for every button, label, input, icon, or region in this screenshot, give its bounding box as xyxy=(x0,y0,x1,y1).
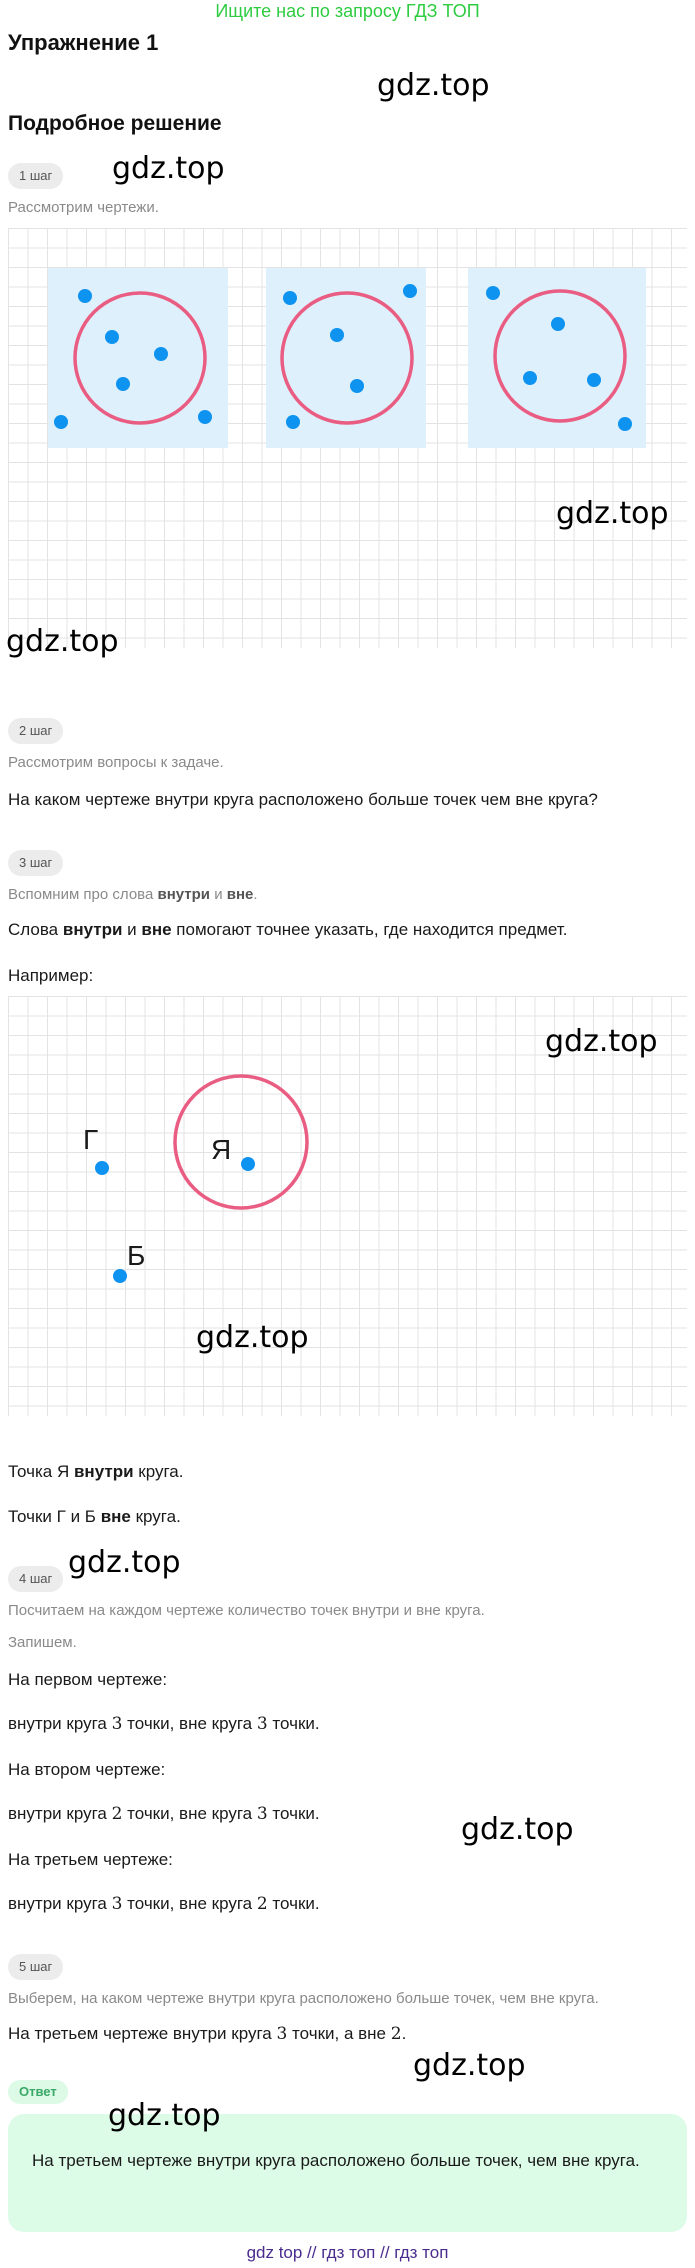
point-ya-text: Точка Я внутри круга. xyxy=(8,1462,184,1481)
drawing-2-count: внутри круга 2 точки, вне круга 3 точки. xyxy=(8,1804,320,1824)
dot-g xyxy=(95,1161,109,1175)
example-label: Например: xyxy=(8,966,94,985)
dot xyxy=(486,286,500,300)
step-badge-2: 2 шаг xyxy=(8,718,63,744)
drawing-2-label: На втором чертеже: xyxy=(8,1760,166,1779)
drawing-3-label: На третьем чертеже: xyxy=(8,1850,173,1869)
dot xyxy=(286,415,300,429)
dot xyxy=(283,291,297,305)
dot xyxy=(54,415,68,429)
page-title: Упражнение 1 xyxy=(8,30,159,55)
dot xyxy=(154,347,168,361)
search-hint-link[interactable]: Ищите нас по запросу ГДЗ ТОП xyxy=(215,1,480,21)
drawings-grid xyxy=(8,228,687,648)
dot xyxy=(350,379,364,393)
step-hint-4: Посчитаем на каждом чертеже количество точек внутри и вне круга. xyxy=(8,1602,485,1619)
example-figure xyxy=(8,996,687,1416)
watermark: gdz.top xyxy=(461,1812,574,1847)
watermark: gdz.top xyxy=(196,1320,309,1355)
footer-link-gdz-top-ru-2[interactable]: гдз топ xyxy=(394,2243,449,2262)
dot xyxy=(198,410,212,424)
dot xyxy=(78,289,92,303)
points-gb-text: Точки Г и Б вне круга. xyxy=(8,1507,181,1526)
footer-link-gdz-top-ru[interactable]: гдз топ xyxy=(321,2243,376,2262)
section-title: Подробное решение xyxy=(8,112,222,135)
footer-link-gdz-top[interactable]: gdz top xyxy=(246,2243,303,2262)
footer-links xyxy=(0,2243,695,2263)
step-badge-4: 4 шаг xyxy=(8,1566,63,1592)
dot xyxy=(587,373,601,387)
label-ya: Я xyxy=(211,1134,232,1165)
drawings-figure xyxy=(8,228,687,648)
drawing-1-label: На первом чертеже: xyxy=(8,1670,168,1689)
dot xyxy=(330,328,344,342)
dot xyxy=(618,417,632,431)
step-badge-1: 1 шаг xyxy=(8,163,63,189)
watermark: gdz.top xyxy=(68,1545,181,1580)
example-circle xyxy=(175,1076,307,1208)
watermark: gdz.top xyxy=(413,2048,526,2083)
dot xyxy=(551,317,565,331)
dot xyxy=(403,284,417,298)
watermark: gdz.top xyxy=(112,151,225,186)
footer-separator: // xyxy=(375,2243,395,2262)
footer-separator: // xyxy=(302,2243,322,2262)
label-b: Б xyxy=(127,1240,146,1271)
drawing-3-count: внутри круга 3 точки, вне круга 2 точки. xyxy=(8,1894,320,1914)
watermark: gdz.top xyxy=(6,624,119,659)
example-grid xyxy=(8,996,687,1416)
step-hint-4b: Запишем. xyxy=(8,1634,77,1651)
conclusion-text: На третьем чертеже внутри круга 3 точки, а вне 2. xyxy=(8,2024,407,2044)
label-g: Г xyxy=(83,1124,99,1155)
step-hint-2: Рассмотрим вопросы к задаче. xyxy=(8,754,224,771)
dot xyxy=(116,377,130,391)
dot-b xyxy=(113,1269,127,1283)
step-badge-5: 5 шаг xyxy=(8,1954,63,1980)
watermark: gdz.top xyxy=(108,2098,221,2133)
watermark: gdz.top xyxy=(377,68,490,103)
drawing-1-count: внутри круга 3 точки, вне круга 3 точки. xyxy=(8,1714,320,1734)
watermark: gdz.top xyxy=(545,1024,658,1059)
answer-badge: Ответ xyxy=(8,2080,68,2104)
dot xyxy=(105,330,119,344)
question-text: На каком чертеже внутри круга расположено больше точек чем вне круга? xyxy=(8,790,598,809)
step-hint-1: Рассмотрим чертежи. xyxy=(8,199,159,216)
step-badge-3: 3 шаг xyxy=(8,850,63,876)
step-hint-5: Выберем, на каком чертеже внутри круга расположено больше точек, чем вне круга. xyxy=(8,1990,599,2007)
dot-ya xyxy=(241,1157,255,1171)
answer-text: На третьем чертеже внутри круга расположено больше точек, чем вне круга. xyxy=(32,2151,640,2170)
dot xyxy=(523,371,537,385)
watermark: gdz.top xyxy=(556,496,669,531)
words-explanation: Слова внутри и вне помогают точнее указать, где находится предмет. xyxy=(8,920,568,939)
step-hint-3: Вспомним про слова внутри и вне. xyxy=(8,886,258,903)
